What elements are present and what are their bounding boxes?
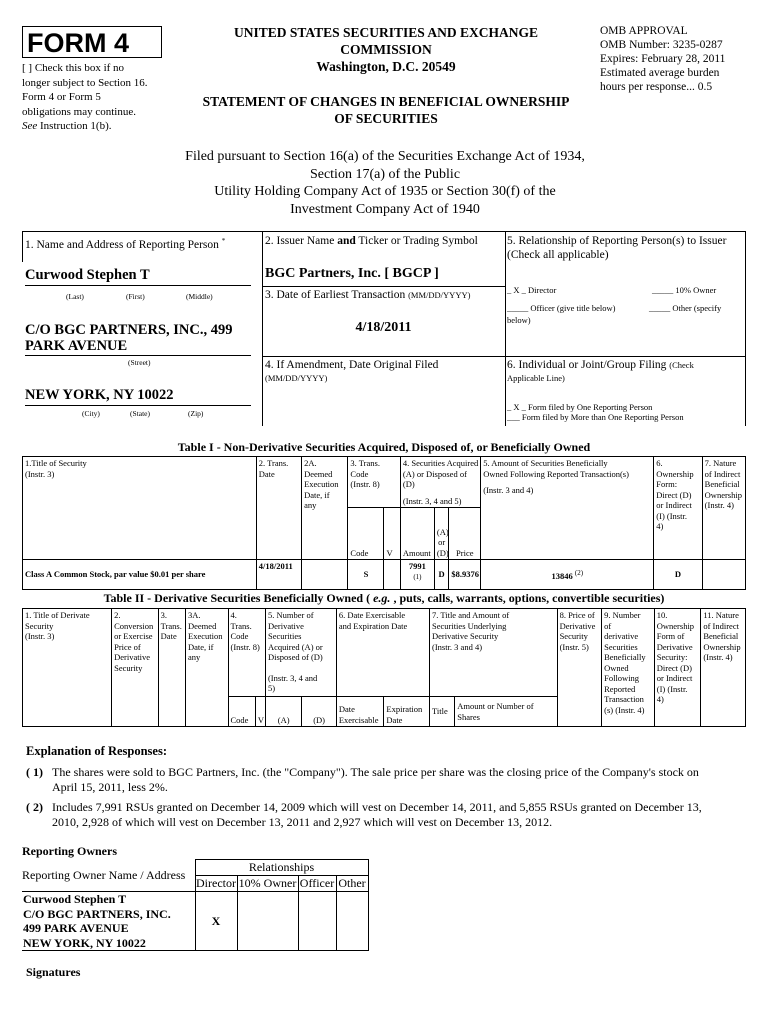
t2-sub-v: V bbox=[255, 697, 265, 727]
other-below: below) bbox=[507, 315, 531, 325]
table2-title: Table II - Derivative Securities Beneficially Owned ( e.g. , puts, calls, warrants, options, convertible securities) bbox=[103, 591, 665, 605]
box5-line: (Check all applicable) bbox=[507, 249, 609, 261]
t2-h-deemed: 3A. Deemed Execution Date, if any bbox=[186, 609, 229, 727]
owners-table bbox=[22, 859, 369, 951]
filed-line: Utility Holding Company Act of 1935 or Section 30(f) of the bbox=[214, 184, 556, 199]
omb-line: hours per response... 0.5 bbox=[600, 81, 713, 93]
t1-h-date: 2. Trans. Date bbox=[256, 457, 301, 560]
t1-row-owned: 13846 $^{(2)}$ bbox=[481, 560, 654, 590]
t2-h-nature: 11. Nature of Indirect Beneficial Ownership (Instr. 4) bbox=[701, 609, 746, 727]
omb-line: Estimated average burden bbox=[600, 67, 720, 79]
table2 bbox=[22, 608, 746, 727]
filed-pursuant bbox=[120, 148, 650, 218]
t1-row-nature bbox=[702, 560, 745, 590]
explanation-heading: Explanation of Responses: bbox=[26, 744, 167, 758]
check-line: obligations may continue. bbox=[22, 105, 136, 118]
more-person-option[interactable]: ___ Form filed by More than One Reporting Person bbox=[507, 412, 684, 422]
owners-col-owner: 10% Owner bbox=[238, 876, 297, 890]
omb-line: OMB APPROVAL bbox=[600, 25, 688, 37]
t1-sub-v: V bbox=[384, 508, 400, 560]
t1-sub-aod: (A) or (D) bbox=[434, 508, 448, 560]
agency-header bbox=[176, 24, 596, 75]
table1 bbox=[22, 456, 746, 590]
t1-h-code: 3. Trans. Code (Instr. 8) bbox=[348, 457, 401, 508]
other-checkbox[interactable]: _____ Other (specify bbox=[649, 303, 722, 313]
agency-line: UNITED STATES SECURITIES AND EXCHANGE bbox=[233, 25, 539, 40]
t2-h-code: 4. Trans. Code (Instr. 8) bbox=[228, 609, 265, 697]
filed-line: Filed pursuant to Section 16(a) of the Securities Exchange Act of 1934, bbox=[185, 149, 585, 164]
t2-sub-a: (A) bbox=[265, 697, 301, 727]
box4-format: (MM/DD/YYYY) bbox=[265, 373, 328, 383]
statement-title bbox=[166, 93, 606, 127]
reporting-street bbox=[25, 322, 232, 354]
footnote-number: ( 1) bbox=[26, 765, 43, 779]
t2-h-title: 1. Title of Derivate Security (Instr. 3) bbox=[23, 609, 112, 727]
omb-line: Expires: February 28, 2011 bbox=[600, 53, 726, 65]
t1-row-price: $8.9376 bbox=[449, 560, 481, 590]
t2-h-number-owned: 9. Number of derivative Securities Beneficially Owned Following Reported Transaction (s) (Instr. 4) bbox=[602, 609, 655, 727]
t2-h-form: 10. Ownership Form of Derivative Security: Direct (D) or Indirect (I) (Instr. 4) bbox=[654, 609, 701, 727]
t2-h-exercisable: 6. Date Exercisable and Expiration Date bbox=[336, 609, 429, 697]
officer-checkbox[interactable]: _____ Officer (give title below) bbox=[507, 303, 616, 313]
t2-h-date: 3. Trans. Date bbox=[158, 609, 185, 727]
check-box-notice bbox=[22, 61, 172, 134]
t1-row-deemed bbox=[302, 560, 348, 590]
filed-line: Section 17(a) of the Public bbox=[309, 166, 461, 182]
box4-label bbox=[265, 359, 438, 385]
reporting-city: NEW YORK, NY 10022 bbox=[25, 387, 174, 403]
owners-col-director: Director bbox=[196, 876, 236, 890]
owners-col-name: Reporting Owner Name / Address bbox=[22, 867, 186, 882]
zip-label: (Zip) bbox=[188, 409, 204, 418]
explanation-item bbox=[26, 800, 746, 830]
box5-line: 5. Relationship of Reporting Person(s) to Issuer bbox=[507, 235, 727, 247]
t2-sub-d: (D) bbox=[302, 697, 336, 727]
owner10-checkbox[interactable]: _____ 10% Owner bbox=[652, 285, 717, 295]
footnote-text: Includes 7,991 RSUs granted on December 14, 2009 which will vest on December 14, 2011, and 5,855 RSUs granted on December 13, 2010, 2,928 of which will vest on December 13, 2011 and 2,927 which will vest on December 13, 2012. bbox=[52, 800, 702, 829]
t2-h-underlying: 7. Title and Amount of Securities Underlying Derivative Security (Instr. 3 and 4) bbox=[429, 609, 557, 697]
t1-row-date: 4/18/2011 bbox=[256, 560, 301, 590]
box6-label: 6. Individual or Joint/Group Filing (Check Applicable Line) bbox=[507, 359, 694, 383]
box4-line: 4. If Amendment, Date Original Filed bbox=[265, 359, 439, 371]
box2-label: 2. Issuer Name and Ticker or Trading Symbol bbox=[265, 235, 478, 247]
box3-label: 3. Date of Earliest Transaction (MM/DD/YYYY) bbox=[265, 289, 471, 301]
first-label: (First) bbox=[126, 292, 145, 301]
t1-h-deemed: 2A. Deemed Execution Date, if any bbox=[302, 457, 348, 560]
explanation-item bbox=[26, 765, 746, 795]
form-title: FORM 4 bbox=[22, 26, 162, 58]
t2-sub-expiration: Expiration Date bbox=[384, 697, 430, 727]
t2-sub-title: Title bbox=[429, 697, 454, 727]
earliest-transaction-date: 4/18/2011 bbox=[355, 320, 412, 335]
t2-sub-amount: Amount or Number of Shares bbox=[455, 697, 557, 727]
t1-row-title: Class A Common Stock, par value $0.01 per share bbox=[23, 560, 257, 590]
footnote-text: The shares were sold to BGC Partners, Inc. (the "Company"). The sale price per share was the closing price of the Company's stock on April 15, 2011, less 2%. bbox=[52, 765, 699, 794]
middle-label: (Middle) bbox=[186, 292, 213, 301]
t1-row-aod: D bbox=[434, 560, 448, 590]
director-checkbox[interactable]: _ X _ Director bbox=[507, 285, 557, 295]
last-label: (Last) bbox=[66, 292, 84, 301]
table-row bbox=[23, 560, 746, 590]
t1-h-acquired: 4. Securities Acquired (A) or Disposed of (D) (Instr. 3, 4 and 5) bbox=[400, 457, 480, 508]
footnote-number: ( 2) bbox=[26, 800, 43, 814]
t1-h-owned: 5. Amount of Securities Beneficially Owned Following Reported Transaction(s) (Instr. 3 and 4) bbox=[481, 457, 654, 560]
owners-col-other: Other bbox=[336, 876, 368, 892]
city-label: (City) bbox=[82, 409, 100, 418]
owners-col-rel: Relationships bbox=[195, 860, 368, 876]
table1-title: Table I - Non-Derivative Securities Acquired, Disposed of, or Beneficially Owned bbox=[177, 440, 591, 454]
box1-label: 1. Name and Address of Reporting Person * bbox=[25, 237, 226, 251]
t1-sub-code: Code bbox=[348, 508, 384, 560]
t2-h-number: 5. Number of Derivative Securities Acquired (A) or Disposed of (D) (Instr. 3, 4 and 5) bbox=[265, 609, 336, 697]
check-line: Form 4 or Form 5 bbox=[22, 91, 101, 103]
statement-line: OF SECURITIES bbox=[334, 111, 438, 126]
check-line: longer subject to Section 16. bbox=[22, 76, 148, 89]
omb-approval bbox=[600, 24, 768, 94]
omb-line: OMB Number: 3235-0287 bbox=[600, 39, 723, 51]
t2-sub-exercisable: Date Exercisable bbox=[336, 697, 384, 727]
owner-name-address: Curwood Stephen T C/O BGC PARTNERS, INC. 499 PARK AVENUE NEW YORK, NY 10022 bbox=[22, 892, 195, 951]
t2-h-price: 8. Price of Derivative Security (Instr. 5) bbox=[557, 609, 602, 727]
t1-row-code: S bbox=[348, 560, 384, 590]
agency-line: Washington, D.C. 20549 bbox=[316, 59, 456, 74]
street-line: C/O BGC PARTNERS, INC., 499 bbox=[25, 322, 233, 338]
t1-row-amount: 7991 (1) bbox=[400, 560, 434, 590]
one-person-option[interactable]: _ X _ Form filed by One Reporting Person bbox=[507, 402, 653, 412]
box5-label bbox=[507, 234, 726, 262]
filing-options bbox=[507, 402, 684, 422]
state-label: (State) bbox=[130, 409, 150, 418]
reporting-name: Curwood Stephen T bbox=[25, 267, 150, 283]
filed-line: Investment Company Act of 1940 bbox=[290, 201, 480, 217]
owners-heading: Reporting Owners bbox=[22, 844, 117, 858]
t1-row-v bbox=[384, 560, 400, 590]
signatures-heading: Signatures bbox=[26, 965, 81, 979]
statement-line: STATEMENT OF CHANGES IN BENEFICIAL OWNERSHIP bbox=[202, 94, 570, 109]
t2-sub-code: Code bbox=[228, 697, 255, 727]
t1-h-nature: 7. Nature of Indirect Beneficial Ownership (Instr. 4) bbox=[702, 457, 745, 560]
street-line: PARK AVENUE bbox=[25, 338, 128, 354]
t1-sub-price: Price bbox=[449, 508, 481, 560]
owner-other-cell bbox=[336, 892, 368, 951]
issuer-name: BGC Partners, Inc. [ BGCP ] bbox=[265, 266, 439, 281]
table-row bbox=[22, 892, 368, 951]
reporting-section bbox=[22, 231, 746, 426]
owner-10pct-cell bbox=[237, 892, 298, 951]
check-line[interactable]: [ ] Check this box if no bbox=[22, 62, 125, 74]
t1-h-title: 1.Title of Security (Instr. 3) bbox=[23, 457, 257, 560]
owner-director-mark: X bbox=[195, 892, 237, 951]
street-label: (Street) bbox=[128, 358, 151, 367]
t1-sub-amount: Amount bbox=[400, 508, 434, 560]
t2-h-conversion: 2. Conversion or Exercise Price of Derivative Security bbox=[112, 609, 159, 727]
see-instruction: See Instruction 1(b). bbox=[22, 120, 112, 132]
t1-h-form: 6. Ownership Form: Direct (D) or Indirect (I) (Instr. 4) bbox=[654, 457, 702, 560]
owner-officer-cell bbox=[298, 892, 336, 951]
t1-row-form: D bbox=[654, 560, 702, 590]
owners-col-officer: Officer bbox=[299, 876, 335, 890]
agency-line: COMMISSION bbox=[340, 42, 432, 57]
